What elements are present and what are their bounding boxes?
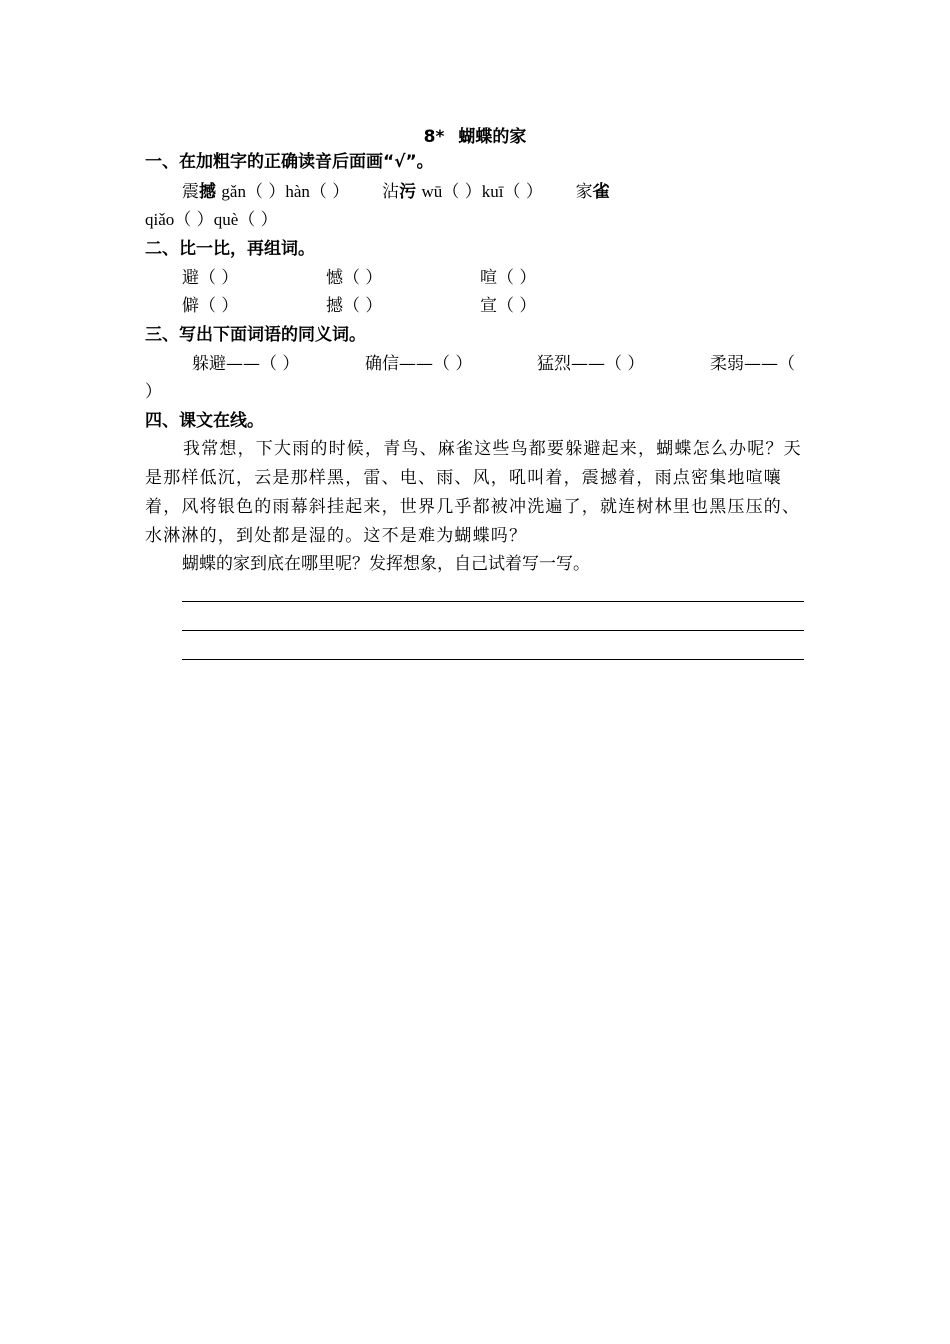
synonym-item-4-wrap: ） xyxy=(145,382,162,402)
item2-option2: kuī xyxy=(481,182,504,201)
synonym-item-2[interactable]: 确信——（ ） xyxy=(365,354,473,374)
answer-line-3[interactable] xyxy=(182,659,804,660)
item3-prefix: 家 xyxy=(575,182,593,202)
compare-word-2b[interactable]: 撼（ ） xyxy=(326,296,383,316)
item1-blank2[interactable]: （ ） xyxy=(309,182,350,202)
compare-word-1b[interactable]: 僻（ ） xyxy=(182,296,239,316)
lesson-number: 8* xyxy=(423,127,445,147)
worksheet-title xyxy=(0,122,950,147)
compare-word-1a[interactable]: 避（ ） xyxy=(182,268,239,288)
section2-heading: 二、比一比，再组词。 xyxy=(145,239,315,259)
item1-option2: hàn xyxy=(285,182,310,201)
item1-prefix: 震 xyxy=(182,182,199,202)
writing-prompt: 蝴蝶的家到底在哪里呢？发挥想象，自己试着写一写。 xyxy=(182,554,590,574)
answer-line-2[interactable] xyxy=(182,630,804,631)
lesson-title: 蝴蝶的家 xyxy=(458,127,527,147)
item3-blank2[interactable]: （ ） xyxy=(238,210,278,230)
compare-word-3a[interactable]: 喧（ ） xyxy=(480,268,537,288)
compare-word-3b[interactable]: 宣（ ） xyxy=(480,296,537,316)
item3-blank1[interactable]: （ ） xyxy=(174,210,214,230)
section1-line1 xyxy=(182,180,610,204)
compare-word-2a[interactable]: 憾（ ） xyxy=(326,268,383,288)
synonym-item-3[interactable]: 猛烈——（ ） xyxy=(537,354,645,374)
item2-blank2[interactable]: （ ） xyxy=(503,182,543,202)
item3-bold-char: 雀 xyxy=(592,182,610,202)
section4-heading: 四、课文在线。 xyxy=(145,411,264,431)
item1-option1: gǎn xyxy=(221,182,246,201)
section1-heading: 一、在加粗字的正确读音后面画“√”。 xyxy=(145,152,434,172)
item2-bold-char: 污 xyxy=(399,182,417,202)
section1-line2 xyxy=(145,208,278,232)
item3-option2: què xyxy=(213,210,239,229)
reading-passage: 我常想，下大雨的时候，青鸟、麻雀这些鸟都要躲避起来，蝴蝶怎么办呢？天是那样低沉，云是那样黑，雷、电、雨、风，吼叫着，震撼着，雨点密集地喧嚷着，风将银色的雨幕斜挂起来，世界几乎都被冲洗遍了，就连树林里也黑压压的、水淋淋的，到处都是湿的。这不是难为蝴蝶吗？ xyxy=(145,439,802,546)
item1-bold-char: 撼 xyxy=(199,182,216,202)
synonym-item-4[interactable]: 柔弱——（ xyxy=(710,354,795,374)
item1-blank1[interactable]: （ ） xyxy=(245,182,286,202)
answer-line-1[interactable] xyxy=(182,601,804,602)
item2-blank1[interactable]: （ ） xyxy=(442,182,482,202)
item2-option1: wū xyxy=(421,182,443,201)
synonym-item-1[interactable]: 躲避——（ ） xyxy=(192,354,300,374)
section3-heading: 三、写出下面词语的同义词。 xyxy=(145,325,366,345)
item3-option1: qiǎo xyxy=(145,210,175,229)
item2-prefix: 沾 xyxy=(382,182,400,202)
